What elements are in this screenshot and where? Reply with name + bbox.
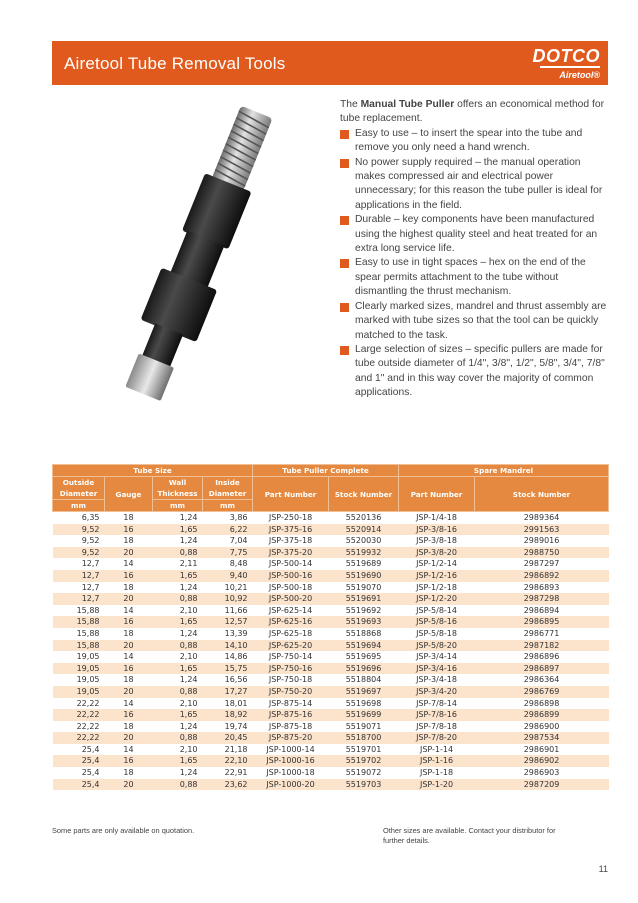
table-cell: 19,05 <box>76 675 100 685</box>
table-cell: 1,65 <box>153 616 203 628</box>
table-cell: 9,52 <box>81 536 100 546</box>
table-cell: 0,88 <box>153 732 203 744</box>
table-cell: 15,75 <box>203 663 253 675</box>
header-stock-number: Stock Number <box>329 477 399 512</box>
table-cell: JSP-3/8-16 <box>399 524 475 536</box>
table-cell: 14 <box>123 605 134 615</box>
tube-puller-table <box>52 464 609 790</box>
table-cell: 7,75 <box>203 547 253 559</box>
header-outside-diameter: Outside Diameter <box>53 477 105 500</box>
table-cell: 5519070 <box>345 582 382 592</box>
page-title: Airetool Tube Removal Tools <box>64 54 286 73</box>
table-cell: 22,22 <box>53 732 105 744</box>
table-cell: 1,65 <box>153 524 203 536</box>
table-cell: 16 <box>105 663 153 675</box>
feature-text: Large selection of sizes – specific pullers are made for tube outside diameter of 1/4", 3/8", 1/2", 5/8", 3/4", 7/8" and 1" and in this way cover the majority of common applications. <box>355 343 605 399</box>
table-row <box>53 767 609 779</box>
table-cell: 18,01 <box>224 698 248 708</box>
feature-text: Easy to use – to insert the spear into the tube and remove you only need a hand wrench. <box>355 127 583 154</box>
table-cell: 5519703 <box>329 779 399 791</box>
table-cell: JSP-3/4-14 <box>416 652 457 662</box>
table-cell: 2986769 <box>475 686 609 698</box>
table-cell: 5519690 <box>329 570 399 582</box>
table-cell: 18,92 <box>203 709 253 721</box>
table-cell: JSP-250-18 <box>268 513 313 522</box>
table-cell: JSP-1/2-14 <box>416 559 457 569</box>
feature-item <box>340 343 610 401</box>
table-row <box>53 663 609 675</box>
table-cell: 11,66 <box>224 605 248 615</box>
table-cell: 1,65 <box>153 663 203 675</box>
table-cell: 1,24 <box>179 628 198 638</box>
table-cell: 0,88 <box>153 779 203 791</box>
table-cell: 9,40 <box>203 570 253 582</box>
table-cell: 2986896 <box>523 652 560 662</box>
bullet-square-icon <box>340 130 349 139</box>
table-row <box>53 651 609 663</box>
table-cell: JSP-500-20 <box>253 593 329 605</box>
table-cell: 0,88 <box>153 547 203 559</box>
table-cell: 5519698 <box>345 698 382 708</box>
table-row <box>53 605 609 617</box>
table-cell: 5519701 <box>345 744 382 754</box>
table-cell: JSP-3/8-20 <box>399 547 475 559</box>
table-cell: JSP-750-20 <box>253 686 329 698</box>
table-cell: 9,52 <box>53 524 105 536</box>
table-cell: 5518804 <box>345 675 382 685</box>
table-cell: 20 <box>105 547 153 559</box>
table-cell: 1,24 <box>179 513 198 522</box>
table-cell: 22,10 <box>203 755 253 767</box>
feature-text: Durable – key components have been manufactured using the highest quality steel and heat treated for an extra long service life. <box>355 214 598 255</box>
table-row <box>53 779 609 791</box>
table-cell: JSP-875-18 <box>268 721 313 731</box>
table-cell: JSP-875-16 <box>253 709 329 721</box>
table-cell: 2,10 <box>179 652 198 662</box>
table-cell: 20 <box>105 593 153 605</box>
table-cell: 19,05 <box>53 686 105 698</box>
table-cell: 5520030 <box>345 536 382 546</box>
table-cell: 5519071 <box>345 721 382 731</box>
table-cell: JSP-375-16 <box>253 524 329 536</box>
table-body <box>53 512 609 791</box>
table-cell: JSP-375-18 <box>268 536 313 546</box>
table-cell: JSP-1000-16 <box>253 755 329 767</box>
table-cell: JSP-5/8-20 <box>399 640 475 652</box>
table-cell: 12,7 <box>81 582 100 592</box>
table-cell: 6,35 <box>81 513 100 522</box>
table-cell: 2986900 <box>523 721 560 731</box>
table-cell: 2987182 <box>475 640 609 652</box>
table-cell: 14 <box>123 652 134 662</box>
table-cell: JSP-375-20 <box>253 547 329 559</box>
table-cell: 14 <box>123 698 134 708</box>
table-cell: 1,65 <box>153 755 203 767</box>
table-row <box>53 721 609 733</box>
table-cell: 19,74 <box>224 721 248 731</box>
table-cell: 17,27 <box>203 686 253 698</box>
table-cell: 9,52 <box>53 547 105 559</box>
table-cell: JSP-750-14 <box>268 652 313 662</box>
table-cell: 20,45 <box>203 732 253 744</box>
table-cell: 18 <box>123 675 134 685</box>
table-cell: 7,04 <box>229 536 248 546</box>
bullet-square-icon <box>340 303 349 312</box>
table-cell: 1,24 <box>179 675 198 685</box>
table-cell: JSP-5/8-18 <box>416 628 457 638</box>
feature-list <box>340 127 610 401</box>
table-cell: JSP-750-16 <box>253 663 329 675</box>
page-number: 11 <box>598 864 608 874</box>
table-row <box>53 570 609 582</box>
table-cell: JSP-625-18 <box>268 628 313 638</box>
table-cell: 2,10 <box>179 605 198 615</box>
table-cell: 1,24 <box>179 768 198 778</box>
table-cell: 2986899 <box>475 709 609 721</box>
table-cell: 25,4 <box>81 768 100 778</box>
feature-item <box>340 300 610 343</box>
table-row <box>53 709 609 721</box>
table-cell: 2987297 <box>523 559 560 569</box>
table-cell: 2986893 <box>523 582 560 592</box>
table-cell: 6,22 <box>203 524 253 536</box>
table-cell: JSP-500-16 <box>253 570 329 582</box>
table-cell: 22,22 <box>76 721 100 731</box>
product-description <box>340 98 610 401</box>
table-cell: JSP-625-20 <box>253 640 329 652</box>
table-cell: 2987209 <box>475 779 609 791</box>
table-row <box>53 524 609 536</box>
feature-item <box>340 213 610 256</box>
feature-item <box>340 256 610 299</box>
table-cell: 5519695 <box>345 652 382 662</box>
table-cell: 1,65 <box>153 570 203 582</box>
table-cell: 16 <box>105 755 153 767</box>
table-cell: 20 <box>105 640 153 652</box>
header-gauge: Gauge <box>105 477 153 512</box>
group-header-row <box>53 465 609 477</box>
feature-text: Clearly marked sizes, mandrel and thrust assembly are marked with tube sizes so that the tool can be quickly matched to the task. <box>355 300 607 341</box>
bullet-square-icon <box>340 216 349 225</box>
table-cell: 1,24 <box>179 582 198 592</box>
table-cell: 1,24 <box>179 536 198 546</box>
group-header-tube-puller: Tube Puller Complete <box>253 465 399 477</box>
bullet-square-icon <box>340 159 349 168</box>
table-cell: JSP-1/2-18 <box>416 582 457 592</box>
table-cell: JSP-3/8-18 <box>416 536 457 546</box>
table-cell: 15,88 <box>76 605 100 615</box>
bullet-square-icon <box>340 259 349 268</box>
table-cell: 0,88 <box>153 640 203 652</box>
table-cell: 25,4 <box>81 744 100 754</box>
table-cell: JSP-1000-20 <box>253 779 329 791</box>
table-cell: JSP-7/8-20 <box>399 732 475 744</box>
header-wall-thickness: Wall Thickness <box>153 477 203 500</box>
table-cell: 1,65 <box>153 709 203 721</box>
table-cell: 12,7 <box>53 593 105 605</box>
table-cell: 2989364 <box>523 513 560 522</box>
bullet-square-icon <box>340 346 349 355</box>
table-cell: 2986903 <box>523 768 560 778</box>
table-cell: 20 <box>105 732 153 744</box>
table-cell: 14,10 <box>203 640 253 652</box>
table-cell: JSP-750-18 <box>268 675 313 685</box>
table-cell: 12,7 <box>81 559 100 569</box>
table-cell: 5518700 <box>329 732 399 744</box>
product-name: Manual Tube Puller <box>360 99 455 110</box>
intro-prefix: The <box>340 99 361 110</box>
table-cell: 20 <box>105 686 153 698</box>
table-cell: JSP-5/8-14 <box>416 605 457 615</box>
header-part-number: Part Number <box>253 477 329 512</box>
table-cell: 5519694 <box>329 640 399 652</box>
table-cell: 12,57 <box>203 616 253 628</box>
table-row <box>53 698 609 710</box>
table-cell: JSP-1/2-16 <box>399 570 475 582</box>
table-cell: JSP-1/4-18 <box>416 513 457 522</box>
table-cell: 2986894 <box>523 605 560 615</box>
intro-paragraph <box>340 98 610 127</box>
table-cell: 8,48 <box>229 559 248 569</box>
table-cell: 16 <box>105 524 153 536</box>
table-cell: 2986897 <box>475 663 609 675</box>
header-spare-stock-number: Stock Number <box>475 477 609 512</box>
table-row <box>53 744 609 756</box>
table-cell: JSP-3/4-16 <box>399 663 475 675</box>
unit-id: mm <box>203 500 253 512</box>
table-cell: 2988750 <box>475 547 609 559</box>
logo-brand: DOTCO <box>532 46 600 66</box>
table-row <box>53 547 609 559</box>
table-cell: JSP-1000-18 <box>266 768 315 778</box>
table-cell: JSP-3/4-20 <box>399 686 475 698</box>
logo-divider <box>540 66 600 68</box>
table-cell: JSP-500-14 <box>268 559 313 569</box>
header-inside-diameter: Inside Diameter <box>203 477 253 500</box>
table-cell: 16 <box>105 616 153 628</box>
table-cell: 16 <box>105 709 153 721</box>
table-cell: 2986364 <box>523 675 560 685</box>
table-cell: JSP-875-14 <box>268 698 313 708</box>
table-cell: 0,88 <box>153 593 203 605</box>
table-cell: JSP-1-16 <box>399 755 475 767</box>
table-cell: 16 <box>105 570 153 582</box>
table-cell: 5519693 <box>329 616 399 628</box>
table-cell: JSP-3/4-18 <box>416 675 457 685</box>
table-cell: JSP-500-18 <box>268 582 313 592</box>
table-cell: 25,4 <box>53 755 105 767</box>
table-row <box>53 558 609 570</box>
table-cell: 2,10 <box>179 744 198 754</box>
table-row <box>53 512 609 524</box>
table-cell: 22,91 <box>224 768 248 778</box>
table-cell: 2986901 <box>523 744 560 754</box>
table-cell: 5520136 <box>345 513 382 522</box>
logo-subbrand: Airetool® <box>559 70 600 80</box>
table-row <box>53 640 609 652</box>
group-header-spare-mandrel: Spare Mandrel <box>399 465 609 477</box>
note-quotation: Some parts are only available on quotation. <box>52 826 195 835</box>
table-cell: 5519689 <box>345 559 382 569</box>
note-other-sizes: Other sizes are available. Contact your distributor for further details. <box>383 826 556 845</box>
table-cell: JSP-625-16 <box>253 616 329 628</box>
table-cell: 14 <box>123 559 134 569</box>
table-cell: JSP-1000-14 <box>266 744 315 754</box>
table-cell: 5519932 <box>329 547 399 559</box>
table-cell: 2986771 <box>523 628 560 638</box>
table-cell: 18 <box>123 582 134 592</box>
group-header-tube-size: Tube Size <box>53 465 253 477</box>
table-cell: 2,11 <box>179 559 198 569</box>
table-cell: JSP-1/2-20 <box>399 593 475 605</box>
table-row <box>53 582 609 594</box>
table-row <box>53 755 609 767</box>
feature-item <box>340 156 610 214</box>
table-cell: 5519691 <box>329 593 399 605</box>
table-cell: 20 <box>105 779 153 791</box>
table-cell: 10,92 <box>203 593 253 605</box>
manual-tube-puller-image <box>60 100 330 430</box>
table-cell: 5519699 <box>329 709 399 721</box>
column-header-row <box>53 477 609 500</box>
table-cell: 15,88 <box>76 628 100 638</box>
table-cell: 5519072 <box>345 768 382 778</box>
table-cell: 5519697 <box>329 686 399 698</box>
table-cell: 10,21 <box>224 582 248 592</box>
table-cell: 18 <box>123 536 134 546</box>
feature-text: No power supply required – the manual operation makes compressed air and electrical power unnecessary; for this reason the tube puller is ideal for applications in the field. <box>355 156 603 211</box>
table-cell: 5519696 <box>329 663 399 675</box>
table-cell: JSP-7/8-14 <box>416 698 457 708</box>
table-cell: JSP-5/8-16 <box>399 616 475 628</box>
table-cell: 23,62 <box>203 779 253 791</box>
header-spare-part-number: Part Number <box>399 477 475 512</box>
feature-item <box>340 127 610 156</box>
table-row <box>53 593 609 605</box>
table-cell: 0,88 <box>153 686 203 698</box>
table-cell: 18 <box>123 628 134 638</box>
table-cell: 2986898 <box>523 698 560 708</box>
table-cell: 2986892 <box>475 570 609 582</box>
table-cell: 5519692 <box>345 605 382 615</box>
table-cell: 2987534 <box>475 732 609 744</box>
table-cell: 14,86 <box>224 652 248 662</box>
table-row <box>53 535 609 547</box>
table-cell: JSP-625-14 <box>268 605 313 615</box>
table-cell: 2989016 <box>523 536 560 546</box>
table-cell: 5518868 <box>345 628 382 638</box>
table-cell: 25,4 <box>53 779 105 791</box>
table-cell: 2986902 <box>475 755 609 767</box>
feature-text: Easy to use in tight spaces – hex on the end of the spear permits attachment to the tube without dismantling the thrust mechanism. <box>355 257 586 298</box>
table-cell: JSP-7/8-18 <box>416 721 457 731</box>
table-cell: 21,18 <box>224 744 248 754</box>
table-cell: JSP-1-14 <box>419 744 454 754</box>
table-cell: 15,88 <box>53 640 105 652</box>
table-cell: 18 <box>123 721 134 731</box>
table-cell: 19,05 <box>53 663 105 675</box>
table-cell: 15,88 <box>53 616 105 628</box>
table-cell: 1,24 <box>179 721 198 731</box>
table-cell: 5520914 <box>329 524 399 536</box>
table-row <box>53 628 609 640</box>
table-cell: JSP-1-18 <box>419 768 454 778</box>
table-row <box>53 674 609 686</box>
table-row <box>53 732 609 744</box>
table-cell: 2,10 <box>179 698 198 708</box>
table-cell: 2987298 <box>475 593 609 605</box>
table-cell: JSP-1-20 <box>399 779 475 791</box>
table-cell: 22,22 <box>53 709 105 721</box>
unit-od: mm <box>53 500 105 512</box>
page-header <box>52 41 608 85</box>
table-cell: JSP-875-20 <box>253 732 329 744</box>
table-cell: 2991563 <box>475 524 609 536</box>
table-cell: 2986895 <box>475 616 609 628</box>
table-cell: 12,7 <box>53 570 105 582</box>
table-cell: 5519702 <box>329 755 399 767</box>
table-cell: 3,86 <box>229 513 248 522</box>
unit-wall: mm <box>153 500 203 512</box>
table-cell: 14 <box>123 744 134 754</box>
table-cell: 16,56 <box>224 675 248 685</box>
table-cell: 18 <box>123 768 134 778</box>
table-cell: 22,22 <box>76 698 100 708</box>
dotco-logo <box>533 47 601 80</box>
table-cell: 13,39 <box>224 628 248 638</box>
table-row <box>53 686 609 698</box>
table-row <box>53 616 609 628</box>
table-cell: 19,05 <box>76 652 100 662</box>
intro-rest: offers an economical method for tube replacement. <box>340 99 605 125</box>
table-cell: JSP-7/8-16 <box>399 709 475 721</box>
table-cell: 18 <box>123 513 134 522</box>
